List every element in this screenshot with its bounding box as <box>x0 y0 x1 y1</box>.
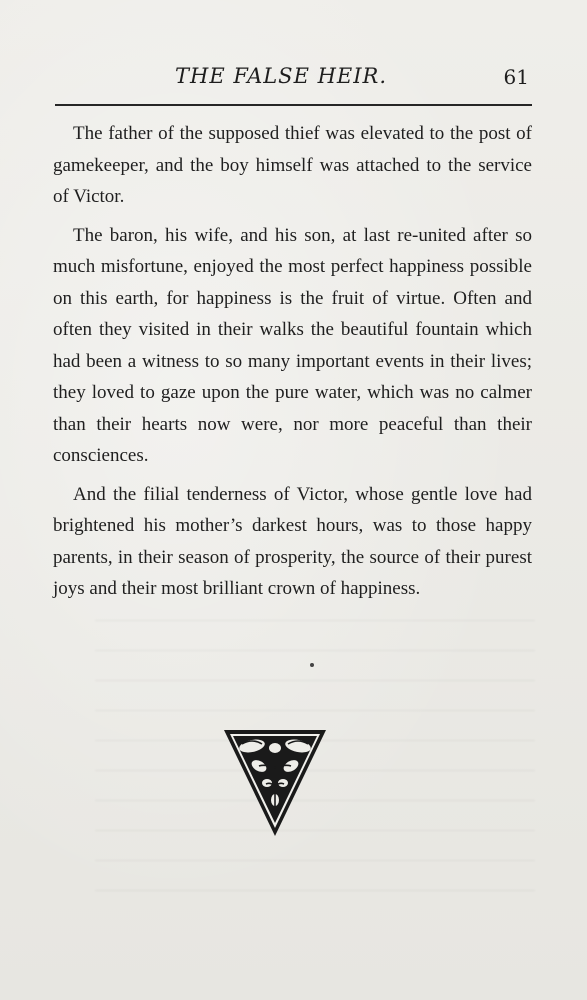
header-rule <box>55 104 532 106</box>
body-text <box>53 118 532 612</box>
paragraph: The father of the supposed thief was elevated to the post of gamekeeper, and the boy himself was attached to the service of Victor. <box>53 123 532 207</box>
running-head: THE FALSE HEIR. <box>175 64 387 88</box>
page-number: 61 <box>503 65 529 89</box>
paragraph: And the filial tenderness of Victor, whose gentle love had brightened his mother’s darkest hours, was to those happy parents, in their season of prosperity, the source of their purest joys and their most brilliant crown of happiness. <box>53 483 532 599</box>
paragraph: The baron, his wife, and his son, at last re-united after so much misfortune, enjoyed the most perfect happiness possible on this earth, for happiness is the fruit of virtue. Often and often they visited in their walks the beautiful fountain which had been a witness to so many important events in their lives; they loved to gaze upon the pure water, which was no calmer than their hearts now were, nor more peaceful than their consciences. <box>53 224 532 466</box>
ink-speck <box>310 663 314 667</box>
page-header <box>55 54 535 90</box>
triangular-floral-tailpiece-icon <box>222 728 328 838</box>
